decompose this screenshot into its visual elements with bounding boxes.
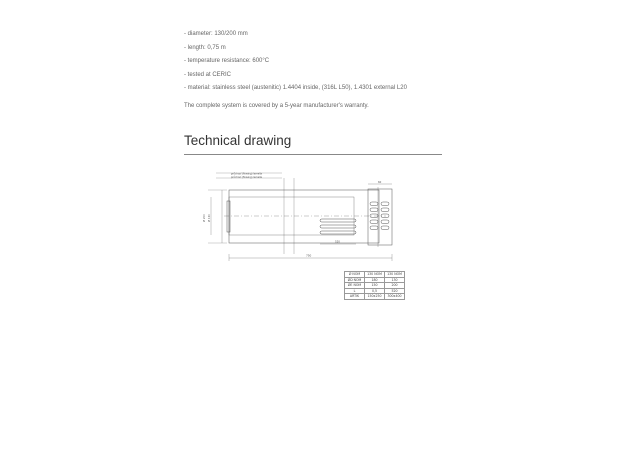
table-cell: L <box>345 288 365 294</box>
table-cell: 200 <box>385 283 405 289</box>
title-divider <box>184 154 442 155</box>
dim-total-length: 750 <box>306 253 312 258</box>
table-cell: Ø NOM <box>345 272 365 278</box>
section-title: Technical drawing <box>184 133 292 148</box>
table-cell: 150x250 <box>365 294 385 300</box>
table-cell: ØE NOM <box>345 283 365 289</box>
dim-left-outer: Ø 200 <box>203 214 206 222</box>
dimensions-table <box>344 271 405 300</box>
table-cell: 130 NOM <box>385 272 405 278</box>
left-flange <box>227 201 230 232</box>
table-cell: 0,5 <box>365 288 385 294</box>
lamella-3 <box>320 231 356 234</box>
dim-left-inner: Ø 130 <box>208 214 211 222</box>
table-cell: 150 <box>365 283 385 289</box>
warranty-text: The complete system is covered by a 5-year manufacturer's warranty. <box>184 103 369 109</box>
table-cell: ØD NOM <box>345 277 365 283</box>
technical-drawing <box>196 170 426 275</box>
drawing-svg <box>196 170 426 270</box>
table-row <box>345 288 405 294</box>
spec-material: - material: stainless steel (austenitic) 1.4404 inside, (316L L50), 1.4301 external L20 <box>184 85 407 91</box>
callout-1: průchozí (flowing) lamella <box>231 172 262 176</box>
table-cell: 520 <box>385 288 405 294</box>
spec-list <box>184 28 407 96</box>
table-row <box>345 277 405 283</box>
lamella-2 <box>320 225 356 228</box>
table-row <box>345 294 405 300</box>
table-cell: 130 NOM <box>365 272 385 278</box>
spec-length: - length: 0,75 m <box>184 44 226 51</box>
table-cell: 180 <box>365 277 385 283</box>
spec-tested: - tested at CERIC <box>184 71 232 78</box>
spec-temperature: - temperature resistance: 600°C <box>184 58 270 64</box>
table-row <box>345 272 405 278</box>
spec-diameter: - diameter: 130/200 mm <box>184 31 248 37</box>
callout-2: průchozí (flowing) lamella <box>231 176 262 179</box>
table-cell: 300x400 <box>385 294 405 300</box>
lamella-1 <box>320 219 356 222</box>
dim-top-right: 60 <box>378 181 382 184</box>
table-row <box>345 283 405 289</box>
table-cell: ARTIK <box>345 294 365 300</box>
dim-middle: 520 <box>335 240 340 244</box>
table-cell: 130 <box>385 277 405 283</box>
